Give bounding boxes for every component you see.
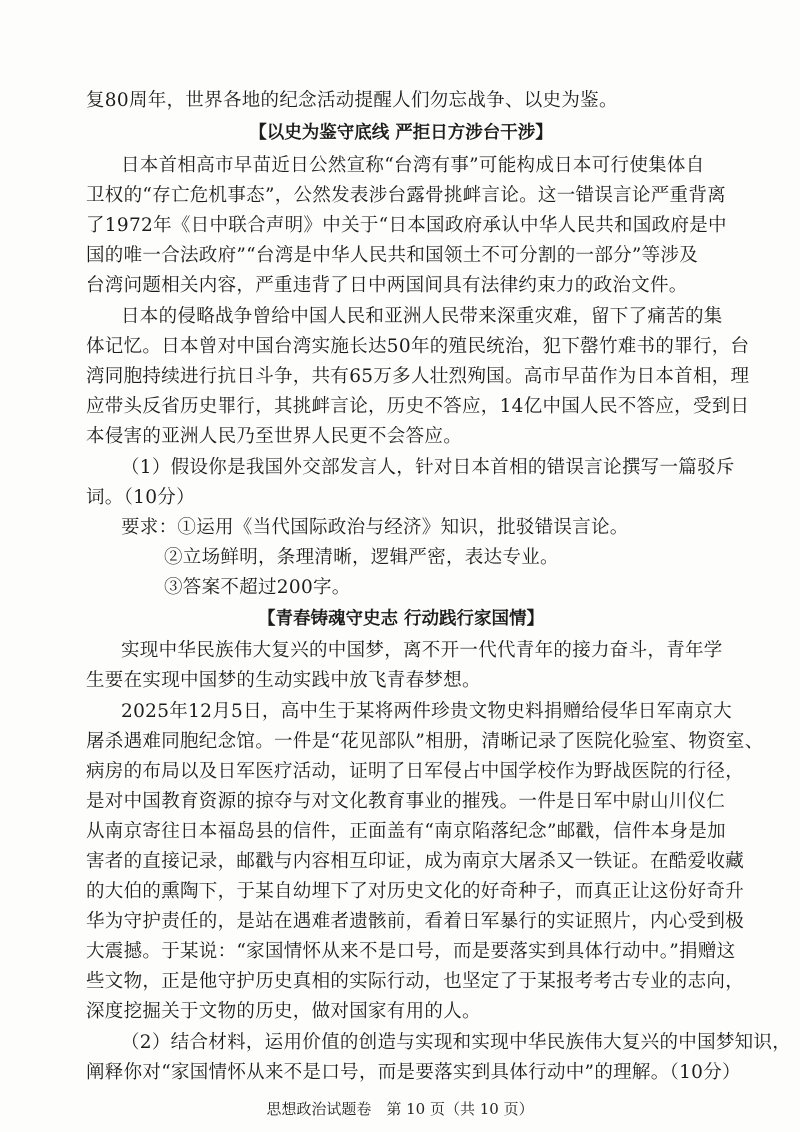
s1-para1-line: 国的唯一合法政府”“台湾是中华人民共和国领土不可分割的一部分”等涉及 [86,245,699,266]
s2-para1-line: 生要在实现中国梦的生动实践中放飞青春梦想。 [86,670,481,691]
s1-para2-line: 应带头反省历史罪行，其挑衅言论，历史不答应，14亿中国人民不答应，受到日 [86,396,750,417]
s1-para1-line: 卫权的“存亡危机事态”，公然发表涉台露骨挑衅言论。这一错误言论严重背离 [86,185,726,206]
s1-para2-line: 日本的侵略战争曾给中国人民和亚洲人民带来深重灾难，留下了痛苦的集 [121,306,723,327]
s2-para2-line: 病房的布局以及日军医疗活动，证明了日军侵占中国学校作为野战医院的行径， [86,761,745,782]
question-1-line: 词。（10分） [86,487,195,508]
section1-heading: 【以史为鉴守底线 严拒日方涉台干涉】 [249,123,553,143]
question-1-line: （1）假设你是我国外交部发言人，针对日本首相的错误言论撰写一篇驳斥 [121,457,735,478]
section2-heading: 【青春铸魂守史志 行动践行家国情】 [257,609,545,629]
s2-para2-line: 大震撼。于某说：“家国情怀从来不是口号，而是要落实到具体行动中。”捐赠这 [86,941,736,962]
s1-para1-line: 台湾问题相关内容，严重违背了日中两国间具有法律约束力的政治文件。 [86,275,688,296]
s1-para1-line: 了1972年《日中联合声明》中关于“日本国政府承认中华人民共和国政府是中 [86,215,727,236]
s2-para2-line: 华为守护责任的，是站在遇难者遗骸前，看着日军暴行的实证照片，内心受到极 [86,911,745,932]
page-footer: 思想政治试题卷 第 10 页（共 10 页） [266,1100,534,1118]
s2-para1-line: 实现中华民族伟大复兴的中国梦，离不开一代代青年的接力奋斗，青年学 [121,640,723,661]
requirement-2: ②立场鲜明，条理清晰，逻辑严密，表达专业。 [164,547,559,568]
s2-para2-line: 从南京寄往日本福岛县的信件，正面盖有“南京陷落纪念”邮戳，信件本身是加 [86,821,726,842]
s2-para2-line: 深度挖掘关于文物的历史，做对国家有用的人。 [86,1001,481,1022]
requirement-1: 要求：①运用《当代国际政治与经济》知识，批驳错误言论。 [121,517,629,538]
question-2-line: （2）结合材料，运用价值的创造与实现和实现中华民族伟大复兴的中国梦知识， [121,1032,792,1053]
s1-para2-line: 本侵害的亚洲人民乃至世界人民更不会答应。 [86,426,463,447]
s2-para2-line: 些文物，正是他守护历史真相的实际行动，也坚定了于某报考考古专业的志向， [86,971,745,992]
s2-para2-line: 屠杀遇难同胞纪念馆。一件是“花见部队”相册，清晰记录了医院化验室、物资室、 [86,731,764,752]
s2-para2-line: 2025年12月5日，高中生于某将两件珍贵文物史料捐赠给侵华日军南京大 [121,701,732,722]
s1-para2-line: 湾同胞持续进行抗日斗争，共有65万多人壮烈殉国。高市早苗作为日本首相，理 [86,366,750,387]
s2-para2-line: 是对中国教育资源的掠夺与对文化教育事业的摧残。一件是日军中尉山川仪仁 [86,791,726,812]
intro-line: 复80周年，世界各地的纪念活动提醒人们勿忘战争、以史为鉴。 [86,90,618,111]
s2-para2-line: 的大伯的熏陶下，于某自幼埋下了对历史文化的好奇种子，而真正让这份好奇升 [86,881,745,902]
s1-para1-line: 日本首相高市早苗近日公然宣称“台湾有事”可能构成日本可行使集体自 [121,155,705,176]
s1-para2-line: 体记忆。日本曾对中国台湾实施长达50年的殖民统治，犯下罄竹难书的罪行，台 [86,336,750,357]
s2-para2-line: 害者的直接记录，邮戳与内容相互印证，成为南京大屠杀又一铁证。在酷爱收藏 [86,851,745,872]
requirement-3: ③答案不超过200字。 [164,577,351,598]
question-2-line: 阐释你对“家国情怀从来不是口号，而是要落实到具体行动中”的理解。（10分） [86,1062,741,1083]
